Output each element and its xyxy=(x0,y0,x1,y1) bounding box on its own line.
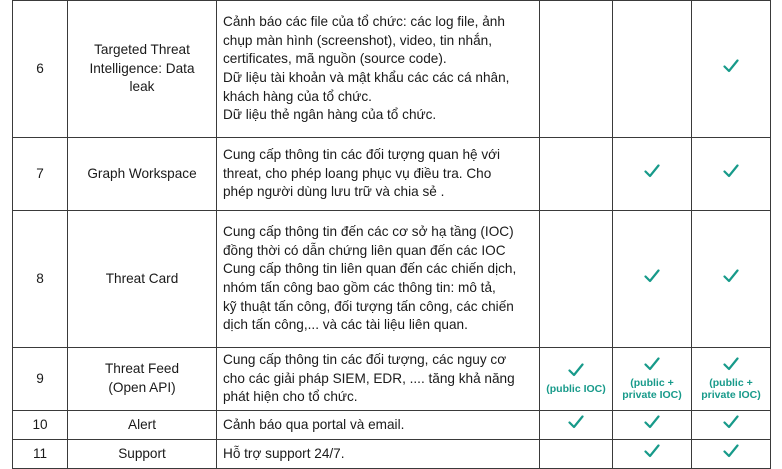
feature-name-line: Threat Card xyxy=(105,270,179,286)
tier-3-cell xyxy=(692,440,771,469)
checkmark-icon xyxy=(644,357,660,371)
feature-name-line: Targeted Threat xyxy=(94,42,190,58)
ioc-note-line: (public + xyxy=(709,376,753,389)
table-row xyxy=(13,348,771,411)
ioc-note-line: (public + xyxy=(630,376,674,389)
tier-1-cell xyxy=(540,211,613,348)
ioc-note xyxy=(540,383,612,395)
feature-name xyxy=(68,1,217,138)
row-number: 7 xyxy=(13,138,68,211)
row-number: 8 xyxy=(13,211,68,348)
table-row xyxy=(13,411,771,440)
description-line: Dữ liệu tài khoản và mật khẩu các các cá nhân, xyxy=(223,70,510,85)
feature-table xyxy=(12,0,771,469)
description-line: khách hàng của tổ chức. xyxy=(223,88,372,104)
checkmark-icon xyxy=(723,59,739,73)
description-line: đồng thời có dẫn chứng liên quan đến các IOC xyxy=(223,242,506,258)
tier-1-cell xyxy=(540,1,613,138)
tier-2-cell xyxy=(613,348,692,411)
tier-2-cell xyxy=(613,411,692,440)
row-number: 6 xyxy=(13,1,68,138)
feature-name-line: Threat Feed xyxy=(104,361,180,377)
description-line: cho các giải pháp SIEM, EDR, .... tăng khả năng xyxy=(223,370,515,386)
tier-2-cell xyxy=(613,138,692,211)
row-number: 9 xyxy=(13,348,68,411)
feature-name-line: Intelligence: Data xyxy=(89,60,195,76)
description-line: Cung cấp thông tin đến các cơ sở hạ tầng (IOC) xyxy=(223,224,514,240)
tier-2-cell xyxy=(613,211,692,348)
feature-description xyxy=(217,138,540,211)
description-line: threat, cho phép loang phục vụ điều tra. Cho xyxy=(223,165,492,181)
feature-description xyxy=(217,211,540,348)
tier-3-cell xyxy=(692,138,771,211)
tier-1-cell xyxy=(540,411,613,440)
checkmark-icon xyxy=(644,269,660,283)
ioc-note xyxy=(692,377,770,401)
feature-name-line: Alert xyxy=(128,416,156,432)
tier-1-cell xyxy=(540,440,613,469)
checkmark-icon xyxy=(723,357,739,371)
tier-1-cell xyxy=(540,138,613,211)
table-row xyxy=(13,440,771,469)
feature-name-line: (Open API) xyxy=(108,380,176,395)
checkmark-icon xyxy=(644,164,660,178)
checkmark-icon xyxy=(568,363,584,377)
description-line: phép người dùng lưu trữ và chia sẻ . xyxy=(223,184,445,200)
description-line: phát hiện cho tổ chức. xyxy=(223,389,358,405)
description-line: chụp màn hình (screenshot), video, tin nhắn, xyxy=(223,32,493,48)
ioc-note-line: private IOC) xyxy=(622,388,682,401)
description-line: Cảnh báo qua portal và email. xyxy=(223,416,405,432)
feature-name-line: Support xyxy=(118,445,166,461)
description-line: dịch tấn công,... và các tài liệu liên quan. xyxy=(223,317,468,333)
table-row xyxy=(13,211,771,348)
row-number: 11 xyxy=(13,440,68,469)
description-line: Cảnh báo các file của tổ chức: các log file, ảnh xyxy=(223,14,505,30)
feature-description xyxy=(217,411,540,440)
description-line: Cung cấp thông tin các đối tượng quan hệ với xyxy=(223,147,501,163)
feature-description xyxy=(217,440,540,469)
ioc-note xyxy=(613,377,691,401)
feature-name xyxy=(68,348,217,411)
feature-name xyxy=(68,138,217,211)
tier-2-cell xyxy=(613,440,692,469)
table-row xyxy=(13,138,771,211)
checkmark-icon xyxy=(644,415,660,429)
feature-name-line: leak xyxy=(129,79,155,95)
description-line: nhóm tấn công bao gồm các thông tin: mô tả, xyxy=(223,280,496,295)
description-line: Dữ liệu thẻ ngân hàng của tổ chức. xyxy=(223,107,437,123)
tier-1-cell xyxy=(540,348,613,411)
checkmark-icon xyxy=(723,415,739,429)
description-line: Cung cấp thông tin liên quan đến các chiến dịch, xyxy=(223,261,517,277)
ioc-note-line: private IOC) xyxy=(701,388,761,401)
checkmark-icon xyxy=(568,415,584,429)
tier-3-cell xyxy=(692,211,771,348)
checkmark-icon xyxy=(723,269,739,283)
checkmark-icon xyxy=(644,444,660,458)
description-line: certificates, mã nguồn (source code). xyxy=(223,51,447,67)
feature-description xyxy=(217,348,540,411)
tier-3-cell xyxy=(692,348,771,411)
checkmark-icon xyxy=(723,164,739,178)
checkmark-icon xyxy=(723,444,739,458)
description-line: Hỗ trợ support 24/7. xyxy=(223,445,345,461)
description-line: Cung cấp thông tin các đối tượng, các nguy cơ xyxy=(223,352,507,368)
tier-3-cell xyxy=(692,411,771,440)
tier-2-cell xyxy=(613,1,692,138)
tier-3-cell xyxy=(692,1,771,138)
feature-name xyxy=(68,440,217,469)
ioc-note-line: (public IOC) xyxy=(546,382,606,395)
feature-name xyxy=(68,411,217,440)
table-row xyxy=(13,1,771,138)
feature-name-line: Graph Workspace xyxy=(87,165,197,181)
feature-description xyxy=(217,1,540,138)
description-line: kỹ thuật tấn công, đối tượng tấn công, các chiến xyxy=(223,298,514,314)
feature-name xyxy=(68,211,217,348)
row-number: 10 xyxy=(13,411,68,440)
